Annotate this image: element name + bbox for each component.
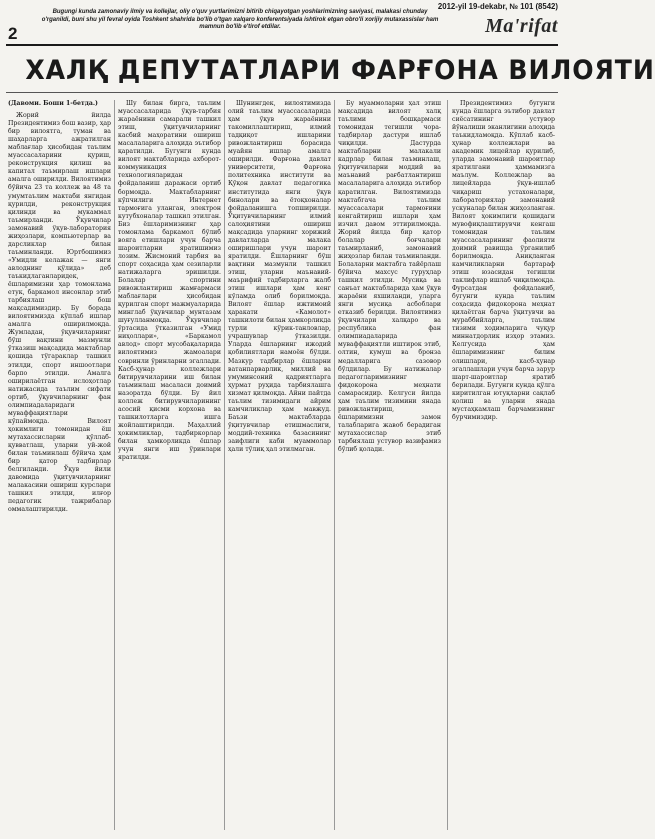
article-headline: ХАЛҚ ДЕПУТАТЛАРИ ФАРҒОНА ВИЛОЯТИ — [25, 55, 655, 86]
page-number: 2 — [8, 24, 18, 43]
column-divider — [334, 100, 335, 830]
header-rule — [6, 44, 558, 46]
column-text: Шу билан бирга, таълим муассасаларида ўқув-тарбия жараёнини самарали ташкил этиш, ўқитувчиларнинг касбий маҳоратини ошириш масалаларига алоҳида эътибор қаратилди. Бугунги кунда вилоят мактабларида ахборот-коммуникация технологияларидан фойдаланиш даражаси ортиб бормоқда. Мактабларнинг кўпчилиги Интернет тармоғига уланган, электрон кутубхоналар ташкил этилган. Биз ёшларимизнинг ҳар томонлама баркамол бўлиб вояга етишлари учун барча шароитларни яратишимиз лозим. Жисмоний тарбия ва спорт соҳасида ҳам сезиларли натижаларга эришилди. Болалар спортини ривожлантириш жамғармаси маблағлари ҳисобидан қурилган спорт мажмуаларида минглаб ўқувчилар мунтазам шуғулланмоқда. Ўқувчилар ўртасида ўтказилган «Умид ниҳоллари», «Баркамол авлод» спорт мусобақаларида вилоятимиз жамоалари совринли ўринларни эгаллади. Касб-ҳунар коллежлари битирувчиларини иш билан таъминлаш масаласи доимий назоратда бўлди. Бу йил коллеж битирувчиларининг асосий қисми корхона ва ташкилотларга ишга жойлаштирилди. Маҳаллий ҳокимликлар, тадбиркорлар билан ҳамкорликда ёшлар учун янги иш ўринлари яратилди. — [118, 100, 221, 462]
headline-rule — [6, 92, 558, 93]
header-slogan: Bugungi kunda zamonaviy ilmiy va kollejlar, oliy o'quv yurtlarimizni bitirib chiqayotgan yoshlarimizning saviyasi, malakasi chunday o'rganildi, buni shu yil fevral oyida Toshkent shahrida bo'lib o'tgan xalqaro konferentsiyada ishtirok etgan obro'li xorijiy mutaxassislar ham mamnun bo'lib e'tirof etdilar. — [41, 9, 439, 31]
column-text: Шунингдек, вилоятимизда олий таълим муассасаларида ҳам ўқув жараёнини такомиллаштириш, илмий тадқиқот ишларини ривожлантириш борасида муайян ишлар амалга оширилди. Фарғона давлат университети, Фарғона политехника институти ва Қўқон давлат педагогика институтида янги ўқув бинолари ва ётоқхоналар фойдаланишга топширилди. Ўқитувчиларнинг илмий салоҳиятини ошириш мақсадида уларнинг хорижий давлатларда малака оширишлари учун шароит яратилди. Ёшларнинг бўш вақтини мазмунли ташкил этиш, уларни маънавий-маърифий тадбирларга жалб этиш ишлари ҳам кенг кўламда олиб борилмоқда. Вилоят ёшлар ижтимоий ҳаракати «Камолот» ташкилоти билан ҳамкорликда турли кўрик-танловлар, учрашувлар ўтказилди. Уларда ёшларнинг ижодий қобилиятлари намоён бўлди. Мазкур тадбирлар ёшларни ватанпарварлик, миллий ва умуминсоний қадриятларга ҳурмат руҳида тарбиялашга хизмат қилмоқда. Айни пайтда таълим тизимидаги айрим камчиликлар ҳам мавжуд. Баъзи мактабларда ўқитувчилар етишмаслиги, моддий-техника базасининг заифлиги каби муаммолар ҳали тўлиқ ҳал этилмаган. — [228, 100, 331, 454]
newspaper-masthead: Ma'rifat — [485, 15, 558, 37]
column-divider — [447, 100, 448, 830]
issue-dateline: 2012-yil 19-dekabr, № 101 (8542) — [437, 2, 558, 11]
column-divider — [224, 100, 225, 830]
continuation-note: (Давоми. Боши 1-бетда.) — [8, 100, 98, 107]
article-column-5 — [452, 100, 555, 835]
column-divider — [114, 100, 115, 830]
column-text: Президентимиз бугунги кунда ёшларга эътибор давлат сиёсатининг устувор йўналиши эканлигини алоҳида таъкидламоқда. Кўплаб касб-ҳунар коллежлари ва академик лицейлар қурилиб, уларда замонавий шароитлар яратилгани ҳаммамизга маълум. Коллежлар ва лицейларда ўқув-ишлаб чиқариш устахоналари, лабораториялар замонавий ускуналар билан жиҳозланган. Вилоят ҳокимлиги қошидаги мувофиқлаштирувчи кенгаш томонидан таълим муассасаларининг фаолияти доимий равишда ўрганилиб борилмоқда. Аниқланган камчиликларни бартараф этиш юзасидан тегишли таклифлар ишлаб чиқилмоқда. Фурсатдан фойдаланиб, бугунги кунда таълим соҳасида фидокорона меҳнат қилаётган барча ўқитувчи ва мураббийларга, таълим тизими ходимларига чуқур миннатдорлик изҳор этамиз. Келгусида ҳам ёшларимизнинг билим олишлари, касб-ҳунар эгаллашлари учун барча зарур шарт-шароитлар яратиб берилади. Бугунги кунда қўлга киритилган ютуқларни сақлаб қолиш ва уларни янада мустаҳкамлаш барчамизнинг бурчимиздир. — [452, 100, 555, 421]
page-header — [0, 0, 563, 56]
column-text: Жорий йилда Президентимиз бош вазир, ҳар бир вилоятга, туман ва шаҳарларга ажратилган маблағлар ҳисобидан таълим муассасаларини қуриш, реконструкция қилиш ва капитал таъмирлаш ишлари амалга оширилди. Вилоятимиз бўйича 23 та коллеж ва 48 та умумтаълим мактаби янгидан қурилди, реконструкция қилинди ва мукаммал таъмирланди. Ўқувчилар замонавий ўқув-лаборатория жиҳозлари, компьютерлар ва дарсликлар билан таъминланди. Юртбошимиз «Умидли келажак — янги авлоднинг қўлида» деб таъкидлаганларидек, ёшларимизни ҳар томонлама етук, баркамол инсонлар этиб тарбиялаш бош мақсадимиздир. Бу борада вилоятимизда кўплаб ишлар амалга оширилмоқда. Жумладан, ўқувчиларнинг бўш вақтини мазмунли ўтказиш мақсадида мактаблар қошида тўгараклар ташкил этилди, спорт иншоотлари барпо этилди. Амалга оширилаётган ислоҳотлар натижасида таълим сифати ортиб, ўқувчиларнинг фан олимпиадаларидаги муваффақиятлари кўпаймоқда. Вилоят ҳокимлиги томонидан ёш мутахассисларни қўллаб-қувватлаш, уларни уй-жой билан таъминлаш бўйича ҳам бир қатор тадбирлар белгиланди. Ўқув йили давомида ўқитувчиларнинг малакасини ошириш курслари ташкил этилди, илғор педагогик тажрибалар оммалаштирилди. — [8, 112, 111, 514]
article-column-1 — [8, 100, 111, 835]
article-column-2 — [118, 100, 221, 835]
column-text: Бу муаммоларни ҳал этиш мақсадида вилоят халқ таълими бошқармаси томонидан тегишли чора-тадбирлар дастури ишлаб чиқилди. Дастурда мактабларни малакали кадрлар билан таъминлаш, ўқитувчиларни моддий ва маънавий рағбатлантириш масалаларига алоҳида эътибор қаратилган. Вилоятимизда мактабгача таълим муассасалари тармоғини кенгайтириш ишлари ҳам изчил давом эттирилмоқда. Жорий йилда бир қатор болалар боғчалари таъмирланиб, замонавий жиҳозлар билан таъминланди. Болаларни мактабга тайёрлаш бўйича махсус гуруҳлар ташкил этилди. Мусиқа ва санъат мактабларида ҳам ўқув жараёни яхшиланди, уларга янги мусиқа асбоблари етказиб берилди. Вилоятимиз ўқувчилари халқаро ва республика фан олимпиадаларида муваффақиятли иштирок этиб, олтин, кумуш ва бронза медалларига сазовор бўлдилар. Бу натижалар педагогларимизнинг фидокорона меҳнати самарасидир. Келгуси йилда ҳам таълим тизимини янада ривожлантириш, ёшларимизни замон талабларига жавоб берадиган мутахассислар этиб тарбиялаш устувор вазифамиз бўлиб қолади. — [338, 100, 441, 454]
article-column-3 — [228, 100, 331, 835]
article-column-4 — [338, 100, 441, 835]
